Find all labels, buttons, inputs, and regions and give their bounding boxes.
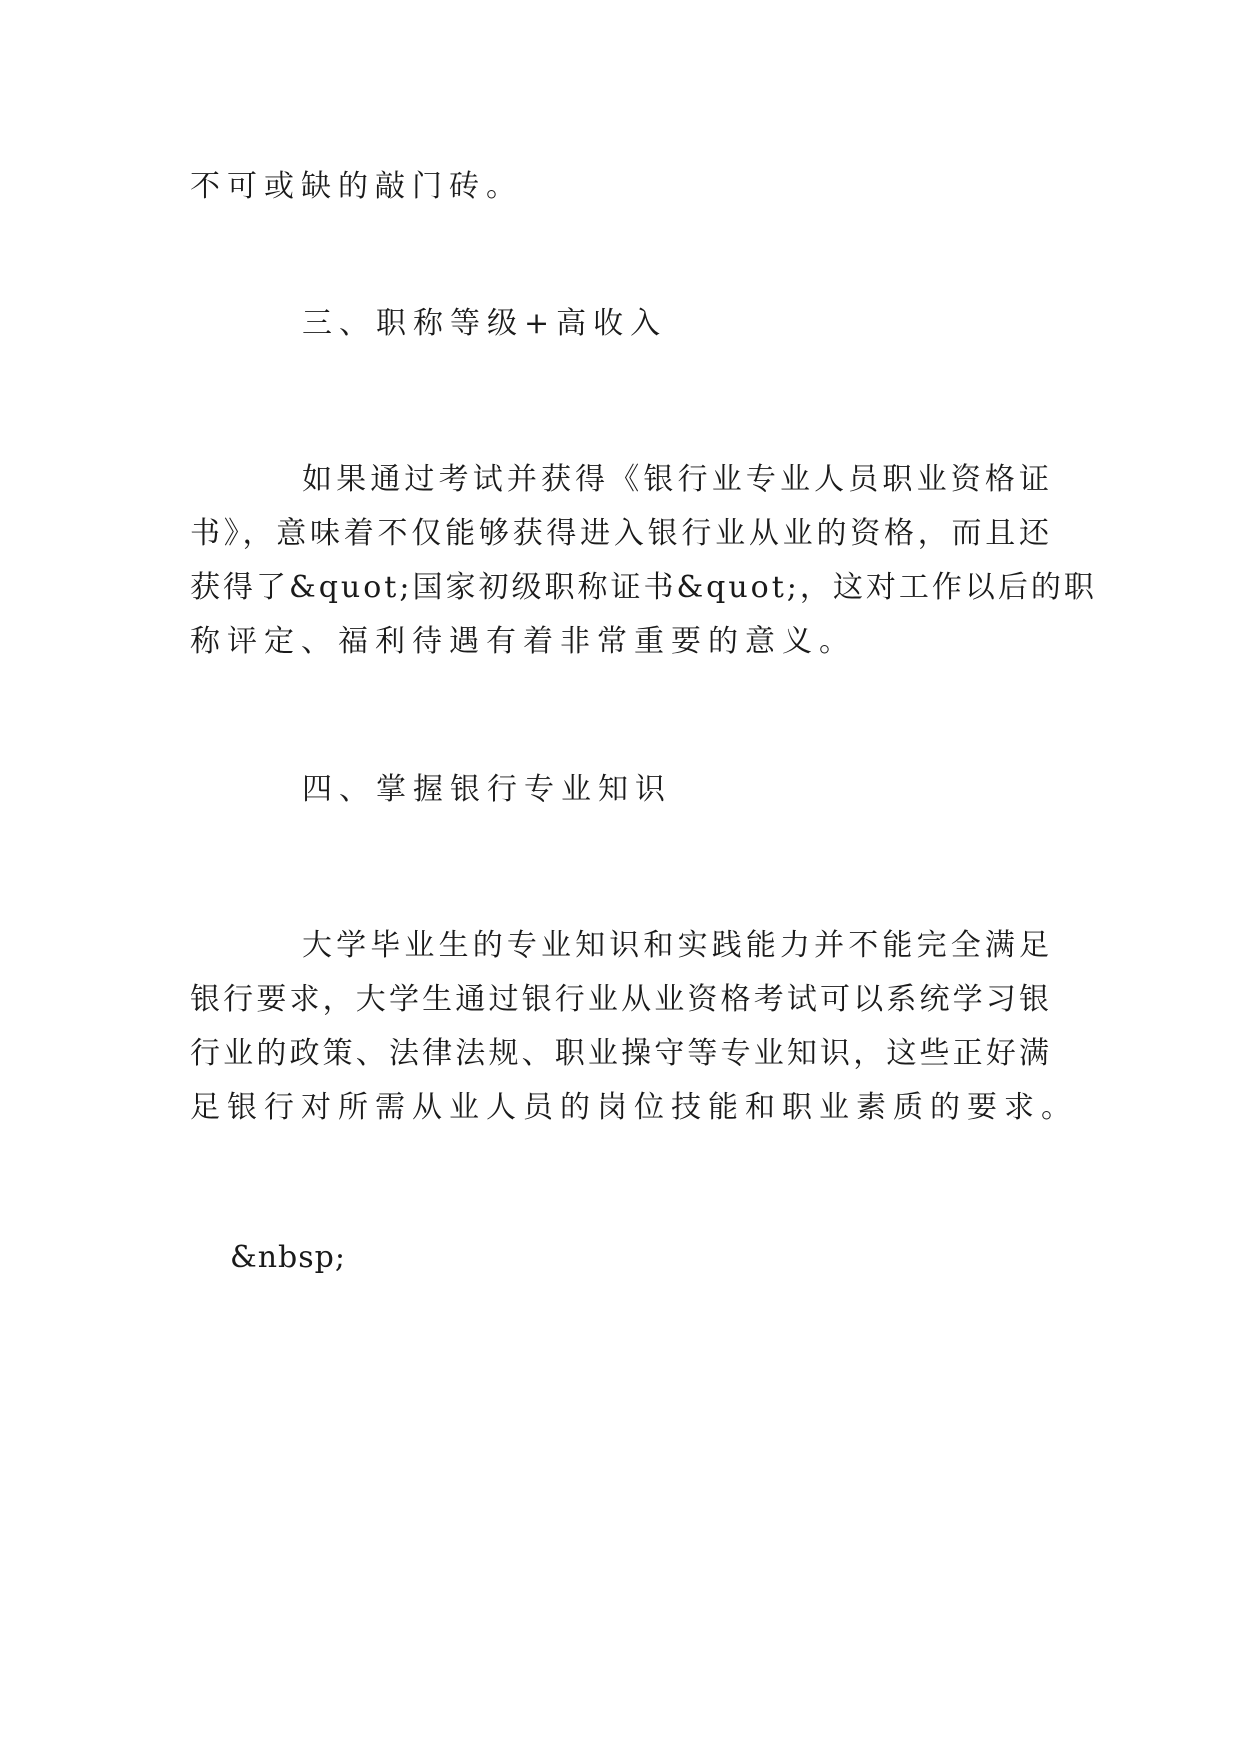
paragraph-line: 银行要求，大学生通过银行业从业资格考试可以系统学习银 [190, 982, 1052, 1017]
paragraph-line: 行业的政策、法律法规、职业操守等专业知识，这些正好满 [190, 1036, 1052, 1071]
trailing-text: &nbsp; [230, 1240, 346, 1275]
section-heading-3: 三、职称等级+高收入 [302, 306, 668, 341]
paragraph-line: 称评定、福利待遇有着非常重要的意义。 [190, 624, 856, 659]
paragraph-line: 获得了&quot;国家初级职称证书&quot;，这对工作以后的职 [190, 570, 1097, 605]
paragraph-line: 书》，意味着不仅能够获得进入银行业从业的资格，而且还 [190, 516, 1052, 551]
paragraph-line: 足银行对所需从业人员的岗位技能和职业素质的要求。 [190, 1090, 1078, 1125]
paragraph-line: 如果通过考试并获得《银行业专业人员职业资格证 [302, 462, 1052, 497]
section-heading-4: 四、掌握银行专业知识 [302, 772, 672, 807]
paragraph-line: 大学毕业生的专业知识和实践能力并不能完全满足 [302, 928, 1052, 963]
fragment-line: 不可或缺的敲门砖。 [190, 169, 523, 204]
